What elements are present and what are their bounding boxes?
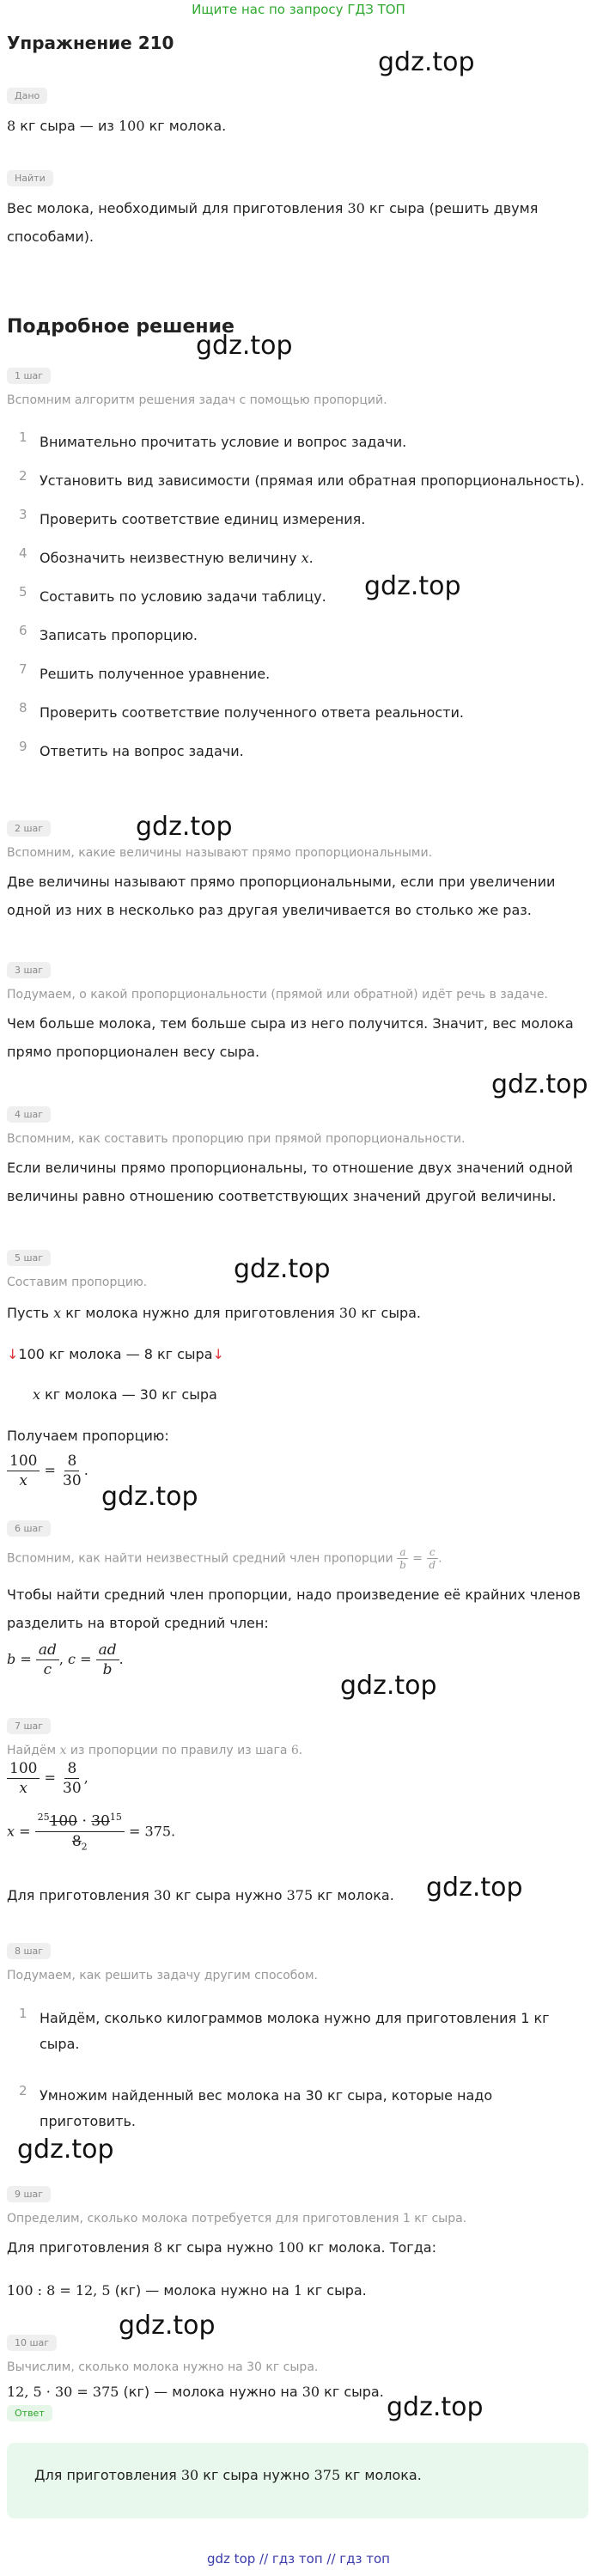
step-text: Две величины называют прямо пропорциональными, если при увеличении одной из них в несколько раз другая увеличивается во столько же раз.: [7, 874, 556, 918]
watermark: gdz.top: [364, 571, 461, 601]
step-hint: Составим пропорцию.: [7, 1276, 148, 1289]
step-badge: 5 шаг: [7, 1250, 51, 1266]
step-hint: Определим, сколько молока потребуется для приготовления 1 кг сыра.: [7, 2212, 467, 2226]
step-text: Получаем пропорцию:: [7, 1428, 169, 1444]
step-hint: Найдём x из пропорции по правилу из шага 6.: [7, 1744, 303, 1757]
step-badge: 3 шаг: [7, 962, 51, 978]
step-hint: Вычислим, сколько молока нужно на 30 кг сыра.: [7, 2360, 319, 2374]
step-hint: Подумаем, как решить задачу другим способом.: [7, 1969, 318, 1982]
rule-formula: b = $\frac{ad}{c}$ , c = $\frac{ad}{b}$ .: [7, 1641, 124, 1678]
step-badge: 10 шаг: [7, 2335, 57, 2351]
section-title: Подробное решение: [7, 316, 235, 338]
step-text: Пусть x кг молока нужно для приготовления 30 кг сыра.: [7, 1305, 421, 1321]
watermark: gdz.top: [196, 331, 293, 361]
search-banner[interactable]: Ищите нас по запросу ГДЗ ТОП: [192, 2, 405, 17]
watermark: gdz.top: [17, 2134, 114, 2165]
step-hint: Вспомним, какие величины называют прямо пропорциональными.: [7, 846, 433, 860]
watermark: gdz.top: [136, 812, 233, 842]
step-badge: 6 шаг: [7, 1520, 51, 1537]
given-badge: Дано: [7, 88, 47, 104]
answer-box: [7, 2443, 588, 2518]
watermark: gdz.top: [101, 1482, 198, 1512]
step-text: Чем больше молока, тем больше сыра из него получится. Значит, вес молока прямо пропорционален весу сыра.: [7, 1015, 574, 1060]
proportion-formula: $\frac{100}{x}$ = $\frac{8}{30}$ ,: [7, 1759, 591, 1798]
step-text: Для приготовления 8 кг сыра нужно 100 кг молока. Тогда:: [7, 2239, 436, 2256]
proportion-row-2: x кг молока — 30 кг сыра: [33, 1386, 217, 1403]
watermark: gdz.top: [234, 1254, 331, 1284]
page-title: Упражнение 210: [7, 33, 174, 53]
find-text: Вес молока, необходимый для приготовления 30 кг сыра (решить двумя способами).: [7, 200, 539, 245]
step-conclusion: Для приготовления 30 кг сыра нужно 375 кг молока.: [7, 1887, 394, 1903]
given-text: 8 кг сыра — из 100 кг молока.: [7, 118, 227, 134]
watermark: gdz.top: [119, 2311, 216, 2341]
step-badge: 4 шаг: [7, 1106, 51, 1123]
step-badge: 8 шаг: [7, 1943, 51, 1959]
watermark: gdz.top: [387, 2392, 484, 2422]
step-hint: Подумаем, о какой пропорциональности (прямой или обратной) идёт речь в задаче.: [7, 988, 548, 1002]
watermark: gdz.top: [378, 47, 475, 77]
step-text: Чтобы найти средний член пропорции, надо произведение её крайних членов разделить на второй средний член:: [7, 1586, 581, 1631]
proportion-formula: $\frac{100}{x}$ = $\frac{8}{30}$ .: [7, 1452, 591, 1490]
proportion-row-1: ↓100 кг молока — 8 кг сыра↓: [7, 1346, 224, 1362]
step-hint: Вспомним алгоритм решения задач с помощью пропорций.: [7, 393, 387, 407]
step-text: Если величины прямо пропорциональны, то отношение двух значений одной величины равно отношению соответствующих значений другой величины.: [7, 1160, 574, 1204]
footer-links[interactable]: gdz top // гдз топ // гдз топ: [207, 2551, 390, 2567]
watermark: gdz.top: [340, 1671, 437, 1701]
step-badge: 1 шаг: [7, 368, 51, 384]
step-hint: Вспомним, как найти неизвестный средний член пропорции $\frac{a}{b}$ = $\frac{c}{d}$ .: [7, 1546, 442, 1571]
watermark: gdz.top: [491, 1069, 588, 1099]
answer-badge: Ответ: [7, 2405, 52, 2421]
step-equation: 100 : 8 = 12, 5 (кг) — молока нужно на 1 кг сыра.: [7, 2282, 367, 2299]
find-badge: Найти: [7, 170, 53, 186]
step-equation: 12, 5 · 30 = 375 (кг) — молока нужно на 30 кг сыра.: [7, 2384, 384, 2400]
step-hint: Вспомним, как составить пропорцию при прямой пропорциональности.: [7, 1132, 466, 1146]
watermark: gdz.top: [426, 1873, 523, 1903]
arrow-down-icon: ↓: [7, 1346, 19, 1362]
step-badge: 7 шаг: [7, 1718, 51, 1734]
answer-text: Для приготовления 30 кг сыра нужно 375 кг молока.: [34, 2467, 422, 2483]
step-badge: 9 шаг: [7, 2186, 51, 2202]
arrow-down-icon: ↓: [212, 1346, 224, 1362]
step-badge: 2 шаг: [7, 820, 51, 837]
solution-formula: x = $\frac{^{25}100 \cdot 30^{15}}{8_2}$ = 375.: [7, 1808, 591, 1856]
